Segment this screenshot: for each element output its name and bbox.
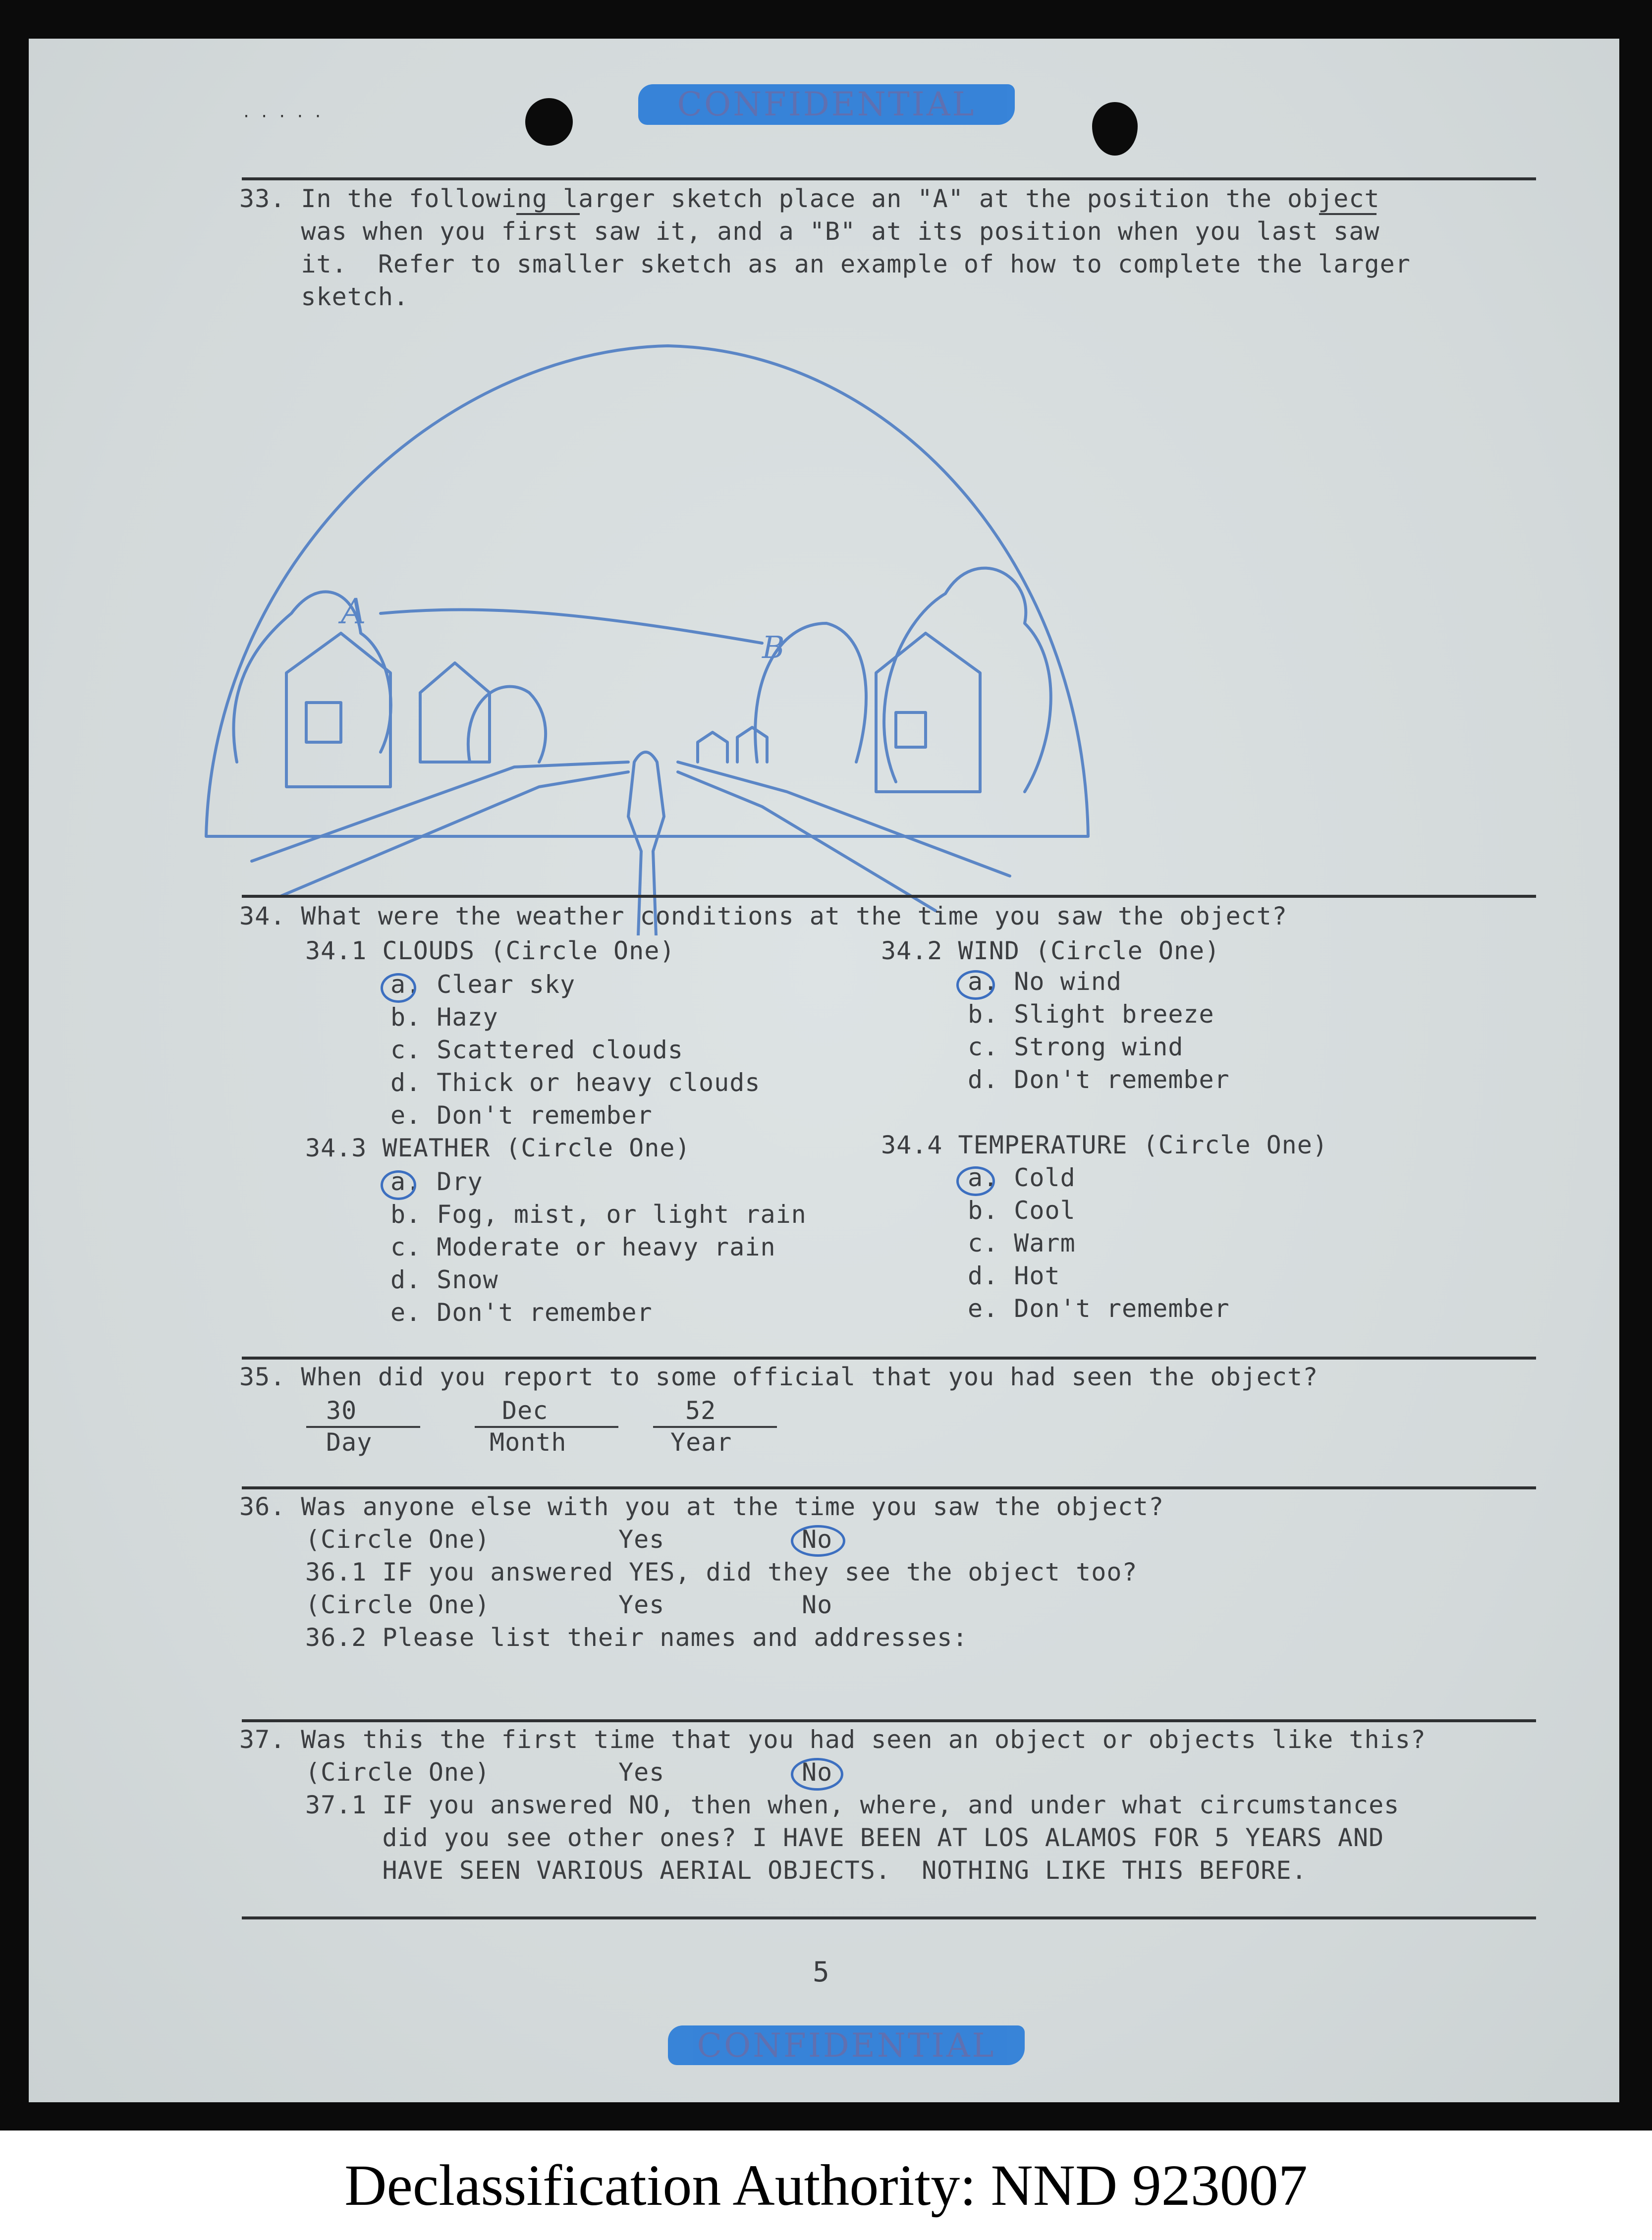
rule-q35 — [242, 1357, 1536, 1360]
q34-weather-opt-c: c. Moderate or heavy rain — [390, 1233, 776, 1261]
q34-temperature-opt-a: a. Cold — [968, 1163, 1076, 1192]
q34-clouds-opt-e: e. Don't remember — [390, 1101, 653, 1130]
circled-clear-sky — [381, 973, 416, 1003]
q36-yes: Yes — [618, 1525, 665, 1554]
q34-clouds-opt-c: c. Scattered clouds — [390, 1036, 683, 1064]
q34-temperature-title: 34.4 TEMPERATURE (Circle One) — [881, 1131, 1328, 1159]
q37-sub1-line1: 37.1 IF you answered NO, then when, where, and under what circumstances — [305, 1791, 1400, 1819]
q37-circle-one: (Circle One) — [305, 1758, 491, 1787]
q35-month-label: Month — [490, 1428, 567, 1457]
q36-question: 36. Was anyone else with you at the time you saw the object? — [239, 1492, 1164, 1521]
q34-temperature-opt-e: e. Don't remember — [968, 1294, 1230, 1323]
q36-sub1-yes: Yes — [618, 1590, 665, 1619]
street-sketch — [192, 316, 1104, 935]
q34-wind-opt-d: d. Don't remember — [968, 1065, 1230, 1094]
sketch-tree-left — [233, 592, 390, 762]
q37-no: No — [802, 1758, 833, 1787]
q35-day-label: Day — [326, 1428, 373, 1457]
circled-no-wind — [956, 970, 995, 1000]
q37-yes: Yes — [618, 1758, 665, 1787]
q34-wind-title: 34.2 WIND (Circle One) — [881, 936, 1220, 965]
q34-weather-opt-d: d. Snow — [390, 1265, 498, 1294]
q34-weather-opt-b: b. Fog, mist, or light rain — [390, 1200, 807, 1229]
sketch-road-right — [678, 762, 1010, 876]
declassification-footer: Declassification Authority: NND 923007 — [344, 2153, 1308, 2218]
document-page — [29, 39, 1619, 2102]
punch-hole-left — [525, 98, 573, 146]
rule-bottom — [242, 1916, 1536, 1919]
rule-q34 — [242, 895, 1536, 898]
circled-q37-no — [791, 1758, 843, 1791]
q37-question: 37. Was this the first time that you had seen an object or objects like this? — [239, 1725, 1426, 1754]
q36-sub2: 36.2 Please list their names and addresses: — [305, 1623, 968, 1652]
q34-weather-opt-a: a. Dry — [390, 1167, 483, 1196]
q34-wind-opt-a: a. No wind — [968, 967, 1122, 996]
q34-weather-opt-e: e. Don't remember — [390, 1298, 653, 1327]
sketch-road-left — [252, 762, 628, 861]
q35-year-label: Year — [670, 1428, 732, 1457]
rule-q36 — [242, 1486, 1536, 1489]
underline-first — [516, 213, 580, 215]
circled-q36-no — [791, 1525, 845, 1557]
sketch-mark-a: A — [341, 591, 366, 632]
punch-hole-right — [1092, 102, 1138, 156]
q37-sub1-line2: did you see other ones? I HAVE BEEN AT LOS ALAMOS FOR 5 YEARS AND — [305, 1823, 1384, 1852]
q34-clouds-opt-b: b. Hazy — [390, 1003, 498, 1032]
confidential-stamp-bottom — [668, 2025, 1025, 2065]
sketch-trees-mid-left — [468, 687, 546, 762]
sketch-house-left2 — [420, 663, 490, 762]
sketch-arrow-ab — [381, 610, 762, 644]
q34-temperature-opt-d: d. Hot — [968, 1261, 1060, 1290]
q34-temperature-opt-c: c. Warm — [968, 1229, 1076, 1257]
q34-clouds-opt-d: d. Thick or heavy clouds — [390, 1068, 761, 1097]
q36-no: No — [802, 1525, 833, 1554]
q35-day-value: 30 — [326, 1396, 357, 1425]
rule-q37 — [242, 1719, 1536, 1722]
circled-dry — [381, 1170, 416, 1200]
underline-last — [1319, 213, 1377, 215]
q36-circle-one: (Circle One) — [305, 1525, 491, 1554]
q34-weather-title: 34.3 WEATHER (Circle One) — [305, 1134, 691, 1162]
q36-sub1-circle: (Circle One) — [305, 1590, 491, 1619]
q35-year-value: 52 — [685, 1396, 716, 1425]
q34-wind-opt-c: c. Strong wind — [968, 1033, 1184, 1061]
q35-month-value: Dec — [502, 1396, 549, 1425]
q36-sub1-no: No — [802, 1590, 833, 1619]
sketch-dome — [206, 346, 1088, 836]
sketch-tree-right — [884, 568, 1051, 792]
page-number: 5 — [813, 1956, 830, 1988]
q34-clouds-opt-a: a. Clear sky — [390, 970, 576, 999]
sketch-mark-b: B — [762, 629, 785, 665]
q34-temperature-opt-b: b. Cool — [968, 1196, 1076, 1225]
q33-line3: it. Refer to smaller sketch as an example of how to complete the larger — [239, 250, 1411, 278]
q36-sub1: 36.1 IF you answered YES, did they see the object too? — [305, 1558, 1138, 1586]
q34-clouds-title: 34.1 CLOUDS (Circle One) — [305, 936, 675, 965]
q35-question: 35. When did you report to some official that you had seen the object? — [239, 1363, 1319, 1391]
confidential-stamp-top — [638, 84, 1015, 125]
sketch-road-left2 — [281, 772, 628, 896]
stamp-text-bottom: CONFIDENTIAL — [697, 2026, 996, 2065]
circled-cold — [956, 1166, 995, 1196]
specks: · · · · · — [242, 108, 323, 125]
stamp-text-top: CONFIDENTIAL — [677, 85, 976, 123]
rule-q33 — [242, 177, 1536, 180]
q33-line2: was when you first saw it, and a "B" at its position when you last saw — [239, 217, 1380, 246]
q34-question: 34. What were the weather conditions at the time you saw the object? — [239, 902, 1287, 930]
q33-line4: sketch. — [239, 282, 409, 311]
q33-line1: 33. In the following larger sketch place an "A" at the position the object — [239, 184, 1380, 213]
sketch-house-left — [286, 633, 390, 787]
q34-wind-opt-b: b. Slight breeze — [968, 1000, 1214, 1029]
q37-sub1-line3: HAVE SEEN VARIOUS AERIAL OBJECTS. NOTHING LIKE THIS BEFORE. — [305, 1856, 1307, 1885]
